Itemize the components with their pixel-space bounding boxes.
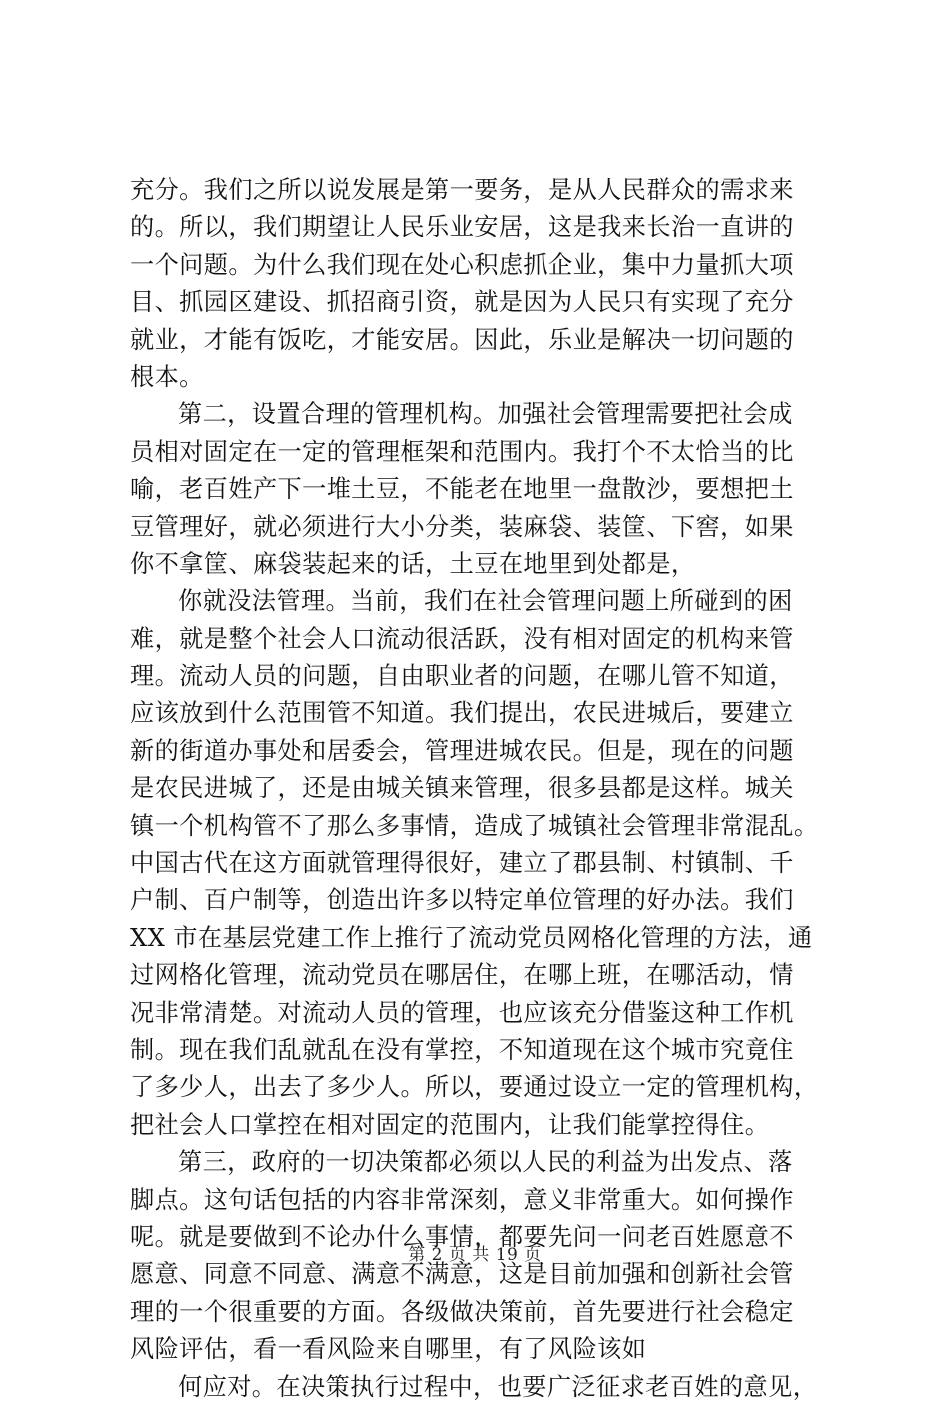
text-line: 充分。我们之所以说发展是第一要务，是从人民群众的需求来 bbox=[130, 176, 794, 204]
text-line: 是农民进城了，还是由城关镇来管理，很多县都是这样。城关 bbox=[130, 774, 794, 803]
text-line: 把社会人口掌控在相对固定的范围内，让我们能掌控得住。 bbox=[130, 1110, 770, 1139]
text-line: 制。现在我们乱就乱在没有掌控，不知道现在这个城市究竟住 bbox=[130, 1035, 794, 1064]
text-line: XX 市在基层党建工作上推行了流动党员网格化管理的方法，通 bbox=[130, 923, 813, 952]
page-number-footer: 第 2 页 共 19 页 bbox=[408, 1245, 542, 1265]
text-line: 风险评估，看一看风险来自哪里，有了风险该如 bbox=[130, 1335, 647, 1364]
text-line: 何应对。在决策执行过程中，也要广泛征求老百姓的意见， bbox=[178, 1372, 818, 1401]
document-body bbox=[130, 172, 830, 1406]
text-line: 豆管理好，就必须进行大小分类，装麻袋、装筐、下窖，如果 bbox=[130, 512, 794, 541]
text-line: 就业，才能有饭吃，才能安居。因此，乐业是解决一切问题的 bbox=[130, 325, 794, 354]
text-line: 呢。就是要做到不论办什么事情，都要先问一问老百姓愿意不 bbox=[130, 1222, 794, 1251]
text-line: 理。流动人员的问题，自由职业者的问题，在哪儿管不知道， bbox=[130, 662, 794, 691]
text-line: 理的一个很重要的方面。各级做决策前，首先要进行社会稳定 bbox=[130, 1297, 794, 1326]
text-line: 的。所以，我们期望让人民乐业安居，这是我来长治一直讲的 bbox=[130, 213, 794, 242]
text-line: 新的街道办事处和居委会，管理进城农民。但是，现在的问题 bbox=[130, 736, 794, 765]
text-line: 你不拿筐、麻袋装起来的话，土豆在地里到处都是， bbox=[130, 549, 696, 578]
text-line: 根本。 bbox=[130, 362, 204, 391]
text-line: 一个问题。为什么我们现在处心积虑抓企业，集中力量抓大项 bbox=[130, 250, 794, 279]
text-line: 中国古代在这方面就管理得很好，建立了郡县制、村镇制、千 bbox=[130, 849, 794, 878]
text-line: 户制、百户制等，创造出许多以特定单位管理的好办法。我们 bbox=[130, 886, 794, 915]
text-line: 愿意、同意不同意、满意不满意，这是目前加强和创新社会管 bbox=[130, 1260, 794, 1289]
text-line: 目、抓园区建设、抓招商引资，就是因为人民只有实现了充分 bbox=[130, 288, 794, 317]
text-line: 过网格化管理，流动党员在哪居住，在哪上班，在哪活动，情 bbox=[130, 961, 794, 990]
text-line: 应该放到什么范围管不知道。我们提出，农民进城后，要建立 bbox=[130, 699, 794, 728]
text-line: 况非常清楚。对流动人员的管理，也应该充分借鉴这种工作机 bbox=[130, 998, 794, 1027]
text-line: 员相对固定在一定的管理框架和范围内。我打个不太恰当的比 bbox=[130, 437, 794, 466]
text-line: 镇一个机构管不了那么多事情，造成了城镇社会管理非常混乱。 bbox=[130, 811, 819, 840]
text-line: 脚点。这句话包括的内容非常深刻，意义非常重大。如何操作 bbox=[130, 1185, 794, 1214]
text-line: 第二，设置合理的管理机构。加强社会管理需要把社会成 bbox=[178, 400, 793, 429]
text-line: 喻，老百姓产下一堆土豆，不能老在地里一盘散沙，要想把土 bbox=[130, 475, 794, 504]
text-line: 难，就是整个社会人口流动很活跃，没有相对固定的机构来管 bbox=[130, 624, 794, 653]
text-line: 你就没法管理。当前，我们在社会管理问题上所碰到的困 bbox=[178, 587, 793, 616]
text-line: 第三，政府的一切决策都必须以人民的利益为出发点、落 bbox=[178, 1148, 793, 1177]
text-line: 了多少人，出去了多少人。所以，要通过设立一定的管理机构， bbox=[130, 1073, 819, 1102]
